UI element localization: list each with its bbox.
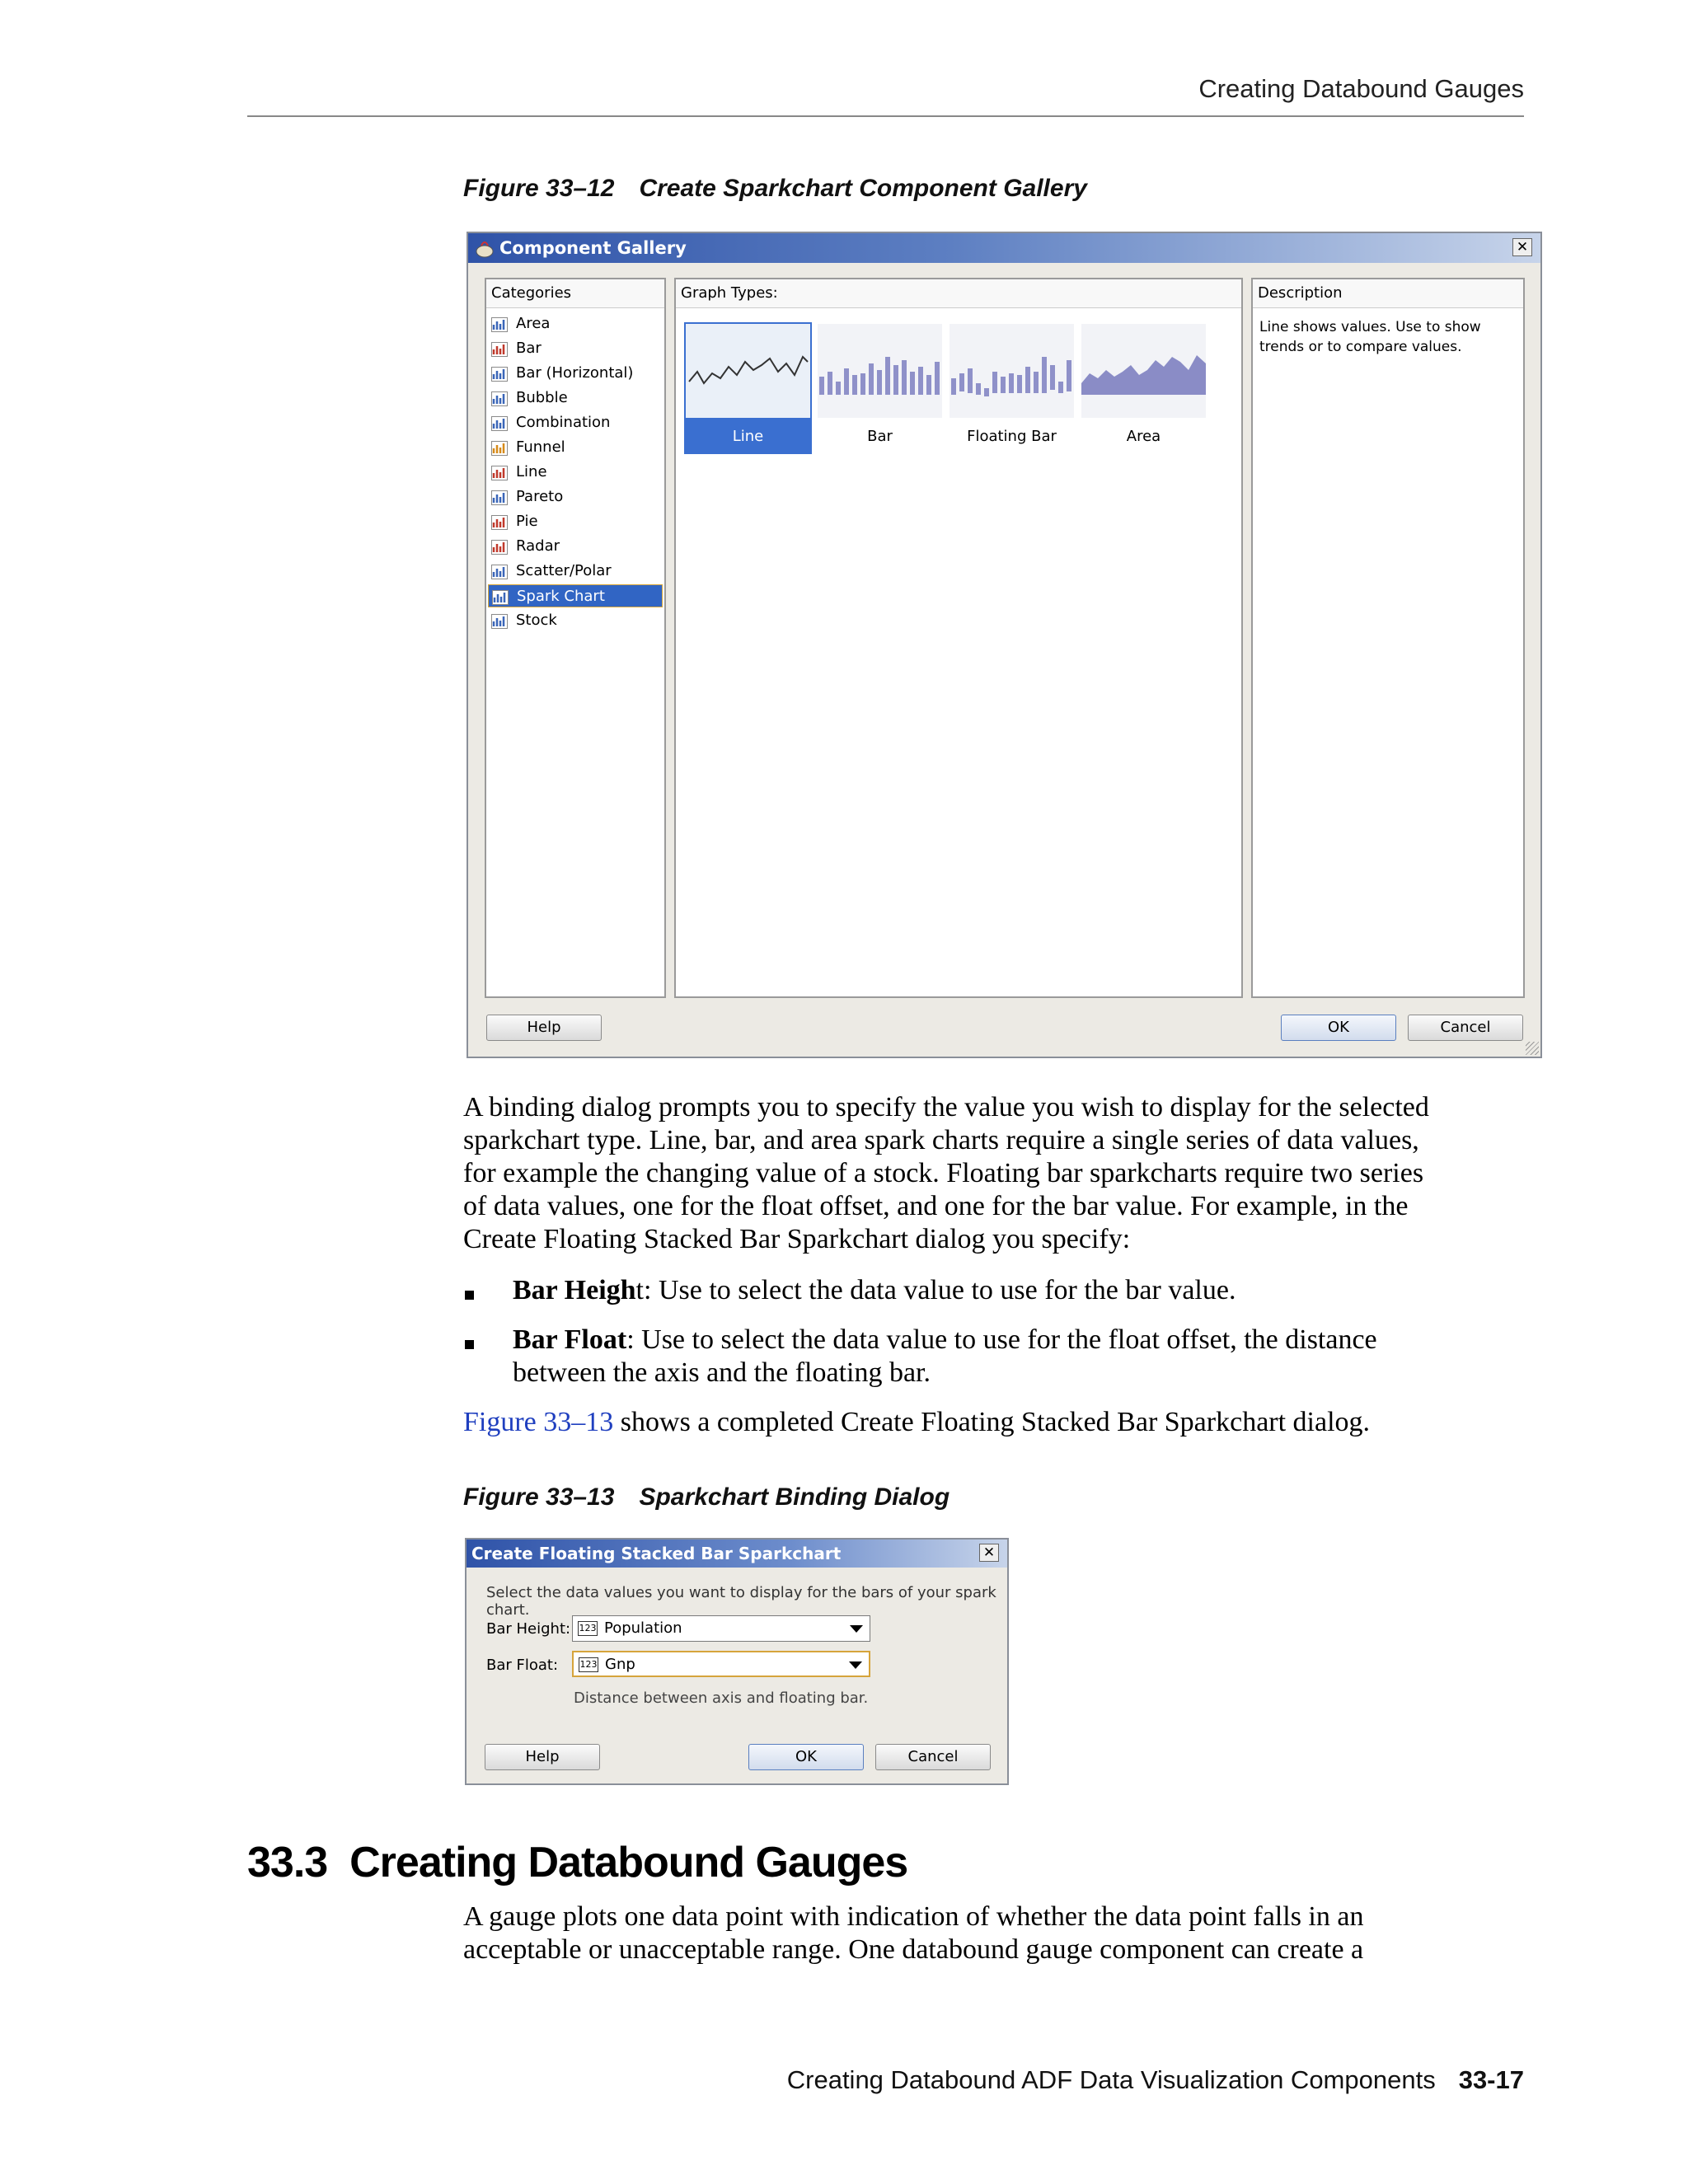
bar-height-label: Bar Height: <box>486 1620 571 1638</box>
graph-type-floating-bar[interactable] <box>948 322 1076 454</box>
bullet-text: between the axis and the floating bar. <box>513 1357 931 1388</box>
floating-bar-binding-dialog <box>465 1538 1009 1785</box>
scatter-chart-icon <box>491 564 508 579</box>
figure-title: Create Sparkchart Component Gallery <box>639 175 1087 202</box>
category-item[interactable] <box>488 560 663 583</box>
chevron-down-icon <box>850 1625 863 1633</box>
section-number: 33.3 <box>247 1839 328 1886</box>
section-paragraph <box>463 1900 1526 1966</box>
text-line: A gauge plots one data point with indication of whether the data point falls in an <box>463 1901 1364 1932</box>
text-line: of data values, one for the float offset, and one for the bar value. For example, in the <box>463 1191 1409 1221</box>
bullet-bar-height <box>513 1274 1526 1307</box>
ok-button[interactable]: OK <box>748 1744 864 1770</box>
category-label: Area <box>516 315 551 332</box>
description-line: trends or to compare values. <box>1259 339 1462 355</box>
categories-panel <box>485 278 666 998</box>
figure-caption-1 <box>463 175 1087 203</box>
section-title: Creating Databound Gauges <box>349 1839 908 1886</box>
cancel-button[interactable]: Cancel <box>1408 1015 1523 1041</box>
app-icon <box>475 238 495 258</box>
text-line: Create Floating Stacked Bar Sparkchart dialog you specify: <box>463 1224 1131 1254</box>
category-item[interactable] <box>488 362 663 385</box>
category-label: Stock <box>516 612 557 629</box>
dialog-title: Component Gallery <box>499 238 687 258</box>
close-button[interactable]: ✕ <box>1512 238 1532 256</box>
category-label: Combination <box>516 414 611 431</box>
bullet-text: : Use to select the data value to use for the float offset, the distance <box>626 1324 1377 1355</box>
text-line: sparkchart type. Line, bar, and area spark charts require a single series of data values, <box>463 1125 1419 1155</box>
funnel-chart-icon <box>491 440 508 455</box>
component-gallery-dialog <box>467 232 1542 1058</box>
description-line: Line shows values. Use to show <box>1259 319 1481 335</box>
line-sparkchart-thumbnail <box>686 324 810 418</box>
bar-height-value: Population <box>604 1619 682 1637</box>
graph-types-header: Graph Types: <box>676 279 1241 308</box>
pareto-chart-icon <box>491 490 508 504</box>
help-button[interactable]: Help <box>486 1015 602 1041</box>
text-line: acceptable or unacceptable range. One databound gauge component can create a <box>463 1934 1364 1965</box>
dialog-titlebar <box>467 1540 1007 1568</box>
line-chart-icon <box>491 465 508 480</box>
figure-number: Figure 33–13 <box>463 1483 615 1511</box>
section-heading <box>247 1838 907 1887</box>
horizontal-bar-chart-icon <box>491 366 508 381</box>
pie-chart-icon <box>491 514 508 529</box>
dialog-titlebar <box>468 233 1540 263</box>
graph-type-label: Line <box>732 428 764 445</box>
category-item[interactable] <box>488 609 663 632</box>
floating-bar-sparkchart-thumbnail <box>950 324 1074 418</box>
category-label: Bar <box>516 340 542 357</box>
bar-sparkchart-thumbnail <box>818 324 942 418</box>
help-button[interactable]: Help <box>485 1744 600 1770</box>
category-label: Line <box>516 463 547 480</box>
footer-chapter-title: Creating Databound ADF Data Visualization Components <box>786 2065 1436 2094</box>
bullet-bar-float <box>513 1324 1526 1390</box>
graph-type-label: Area <box>1126 428 1161 445</box>
header-rule <box>247 115 1524 117</box>
graph-type-area[interactable] <box>1080 322 1207 454</box>
category-label: Bar (Horizontal) <box>516 364 634 382</box>
term-bar-float: Bar Float <box>513 1324 627 1355</box>
page-footer <box>742 2065 1524 2095</box>
bar-chart-icon <box>491 341 508 356</box>
text-line: A binding dialog prompts you to specify the value you wish to display for the selected <box>463 1092 1429 1122</box>
paragraph-binding-dialog <box>463 1091 1526 1256</box>
category-label: Pie <box>516 513 538 530</box>
category-item[interactable] <box>488 337 663 360</box>
bar-float-label: Bar Float: <box>486 1657 559 1674</box>
figure-title: Sparkchart Binding Dialog <box>639 1483 950 1511</box>
graph-type-label: Floating Bar <box>967 428 1057 445</box>
category-label: Pareto <box>516 488 564 505</box>
graph-type-line[interactable] <box>684 322 812 454</box>
running-header: Creating Databound Gauges <box>1198 74 1524 103</box>
category-label: Bubble <box>516 389 568 406</box>
bar-height-select[interactable] <box>572 1615 870 1642</box>
figure-caption-2 <box>463 1483 950 1511</box>
dialog-title: Create Floating Stacked Bar Sparkchart <box>471 1544 842 1563</box>
bubble-chart-icon <box>491 391 508 405</box>
chevron-down-icon <box>849 1661 862 1669</box>
category-item[interactable] <box>488 411 663 434</box>
bar-float-select[interactable] <box>572 1651 870 1677</box>
figure-33-13-link[interactable]: Figure 33–13 <box>463 1407 614 1437</box>
close-button[interactable]: ✕ <box>979 1544 999 1562</box>
area-chart-icon <box>491 316 508 331</box>
description-text <box>1259 317 1481 357</box>
radar-chart-icon <box>491 539 508 554</box>
category-item[interactable] <box>488 312 663 335</box>
graph-type-bar[interactable] <box>816 322 944 454</box>
description-header: Description <box>1253 279 1523 308</box>
category-item[interactable] <box>488 461 663 484</box>
instruction-text: Select the data values you want to display for the bars of your spark chart. <box>486 1584 996 1619</box>
bullet-text: t: Use to select the data value to use for the bar value. <box>635 1275 1236 1305</box>
numeric-field-icon: 123 <box>579 1657 598 1672</box>
area-sparkchart-thumbnail <box>1081 324 1206 418</box>
category-label: Spark Chart <box>517 588 605 605</box>
term-bar-height: Bar Heigh <box>513 1275 636 1305</box>
category-item[interactable] <box>488 485 663 509</box>
category-item[interactable] <box>488 436 663 459</box>
graph-type-label: Bar <box>867 428 893 445</box>
category-label: Scatter/Polar <box>516 562 612 579</box>
category-label: Radar <box>516 537 560 555</box>
text-line: for example the changing value of a stock. Floating bar sparkcharts require two series <box>463 1158 1424 1188</box>
stock-chart-icon <box>491 613 508 628</box>
cancel-button[interactable]: Cancel <box>875 1744 991 1770</box>
combination-chart-icon <box>491 415 508 430</box>
category-item[interactable] <box>488 510 663 533</box>
paragraph-figure-reference <box>463 1406 1526 1439</box>
page-number: 33-17 <box>1458 2065 1524 2094</box>
figure-number: Figure 33–12 <box>463 175 615 202</box>
bar-float-value: Gnp <box>605 1656 635 1673</box>
category-item[interactable] <box>488 387 663 410</box>
category-item[interactable] <box>488 535 663 558</box>
graph-types-panel <box>674 278 1243 998</box>
spark-chart-icon <box>492 589 509 604</box>
ok-button[interactable]: OK <box>1281 1015 1396 1041</box>
resize-grip[interactable] <box>1526 1042 1539 1055</box>
bullet-marker <box>465 1340 474 1349</box>
categories-header: Categories <box>486 279 664 308</box>
bar-float-hint: Distance between axis and floating bar. <box>574 1690 869 1707</box>
numeric-field-icon: 123 <box>578 1621 598 1636</box>
category-item[interactable] <box>488 584 663 607</box>
category-label: Funnel <box>516 438 565 456</box>
bullet-marker <box>465 1291 474 1300</box>
description-panel <box>1251 278 1525 998</box>
paragraph-text: shows a completed Create Floating Stacked Bar Sparkchart dialog. <box>613 1407 1371 1437</box>
